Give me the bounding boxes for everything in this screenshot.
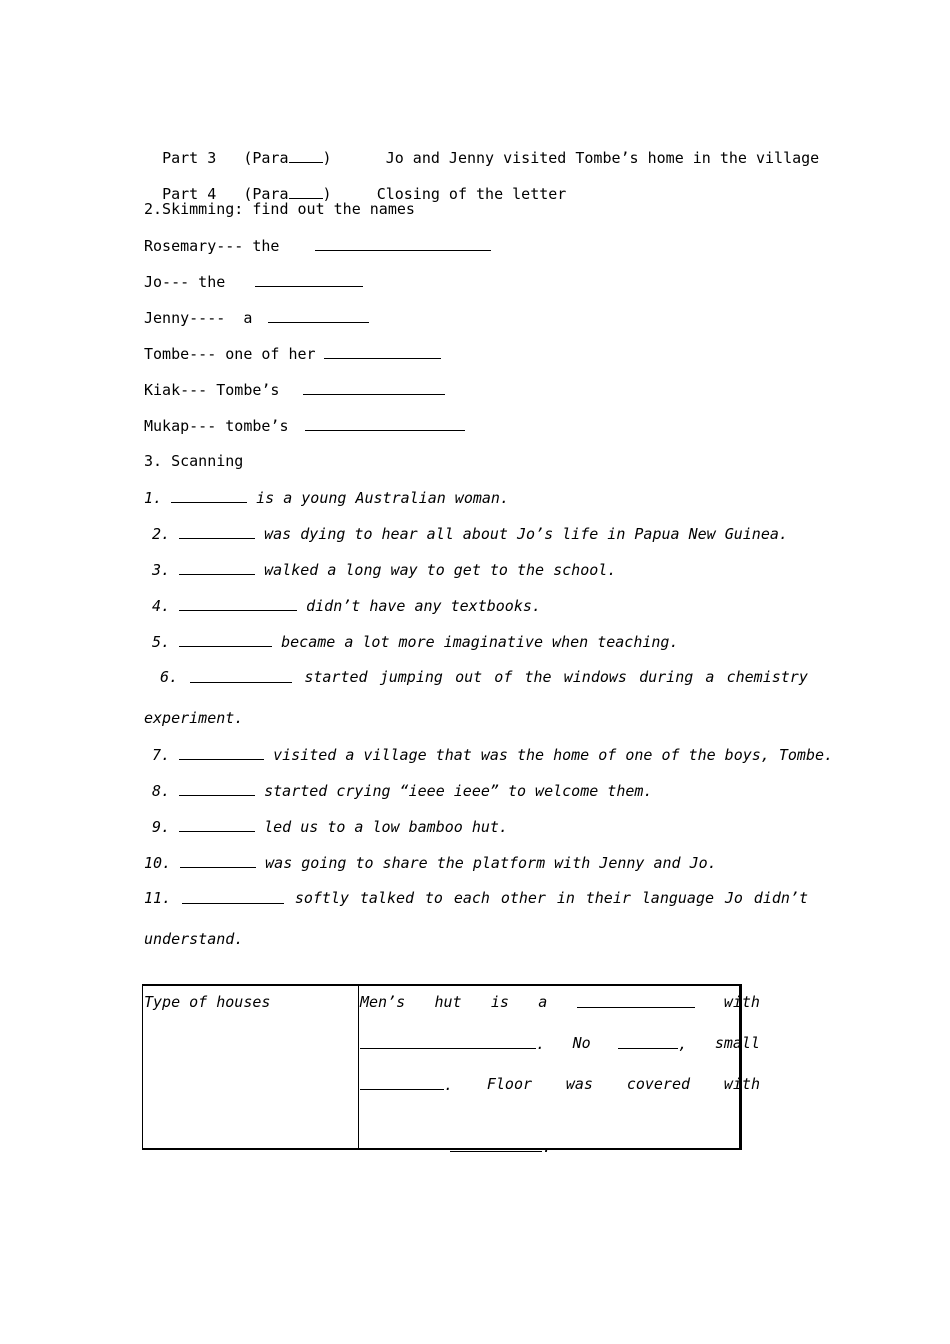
skimming-item: Tombe--- one of her [144,343,441,364]
table-line-3: . Floor was covered with [360,1074,760,1095]
type-of-houses-label: Type of houses [144,993,271,1011]
answer-blank[interactable] [360,1074,444,1090]
answer-blank[interactable] [180,852,256,868]
answer-blank[interactable] [303,379,445,395]
scanning-heading: 3. Scanning [144,452,244,470]
part-label: Part 3 [162,149,217,167]
scanning-item: 5. became a lot more imaginative when teaching. [152,633,679,651]
answer-blank[interactable] [577,992,695,1008]
para-label: (Para [243,185,289,203]
table-line-2: . No , small [360,1033,760,1054]
skimming-item: Jenny---- a [144,307,369,328]
scanning-item: 2. was dying to hear all about Jo’s life in Papua New Guinea. [152,525,788,543]
scanning-item-justified: 11. softly talked to each other in their language Jo didn’t [144,889,808,907]
skimming-item: Kiak--- Tombe’s [144,379,445,400]
part-3-line: Part 3 (Para ) Jo and Jenny visited Tombe’s home in the village [162,149,820,167]
part-4-line: Part 4 (Para ) Closing of the letter [162,185,567,203]
answer-blank[interactable] [315,235,491,251]
skimming-item: Jo--- the [144,271,363,292]
para-blank[interactable] [289,147,323,163]
answer-blank[interactable] [179,631,272,647]
scanning-item: 3. walked a long way to get to the school. [152,561,617,579]
answer-blank[interactable] [179,780,255,796]
answer-blank[interactable] [305,415,465,431]
skimming-item: Mukap--- tombe’s [144,415,465,436]
scanning-item-continuation: understand. [144,930,244,948]
scanning-item: 7. visited a village that was the home of one of the boys, Tombe. [152,746,834,764]
answer-blank[interactable] [179,744,264,760]
part-label: Part 4 [162,185,217,203]
answer-blank[interactable] [190,667,292,683]
answer-blank[interactable] [182,888,284,904]
answer-blank[interactable] [179,523,255,539]
answer-blank[interactable] [268,307,369,323]
answer-blank[interactable] [179,595,297,611]
scanning-item-continuation: experiment. [144,709,244,727]
table-line-4: . [360,1116,551,1177]
para-blank[interactable] [289,183,323,199]
answer-blank[interactable] [618,1033,678,1049]
answer-blank[interactable] [360,1033,536,1049]
table-label-cell [143,985,359,1149]
para-label: (Para [243,149,289,167]
answer-blank[interactable] [324,343,441,359]
answer-blank[interactable] [450,1136,542,1152]
houses-table [142,984,760,1156]
answer-blank[interactable] [255,271,363,287]
skimming-item: Rosemary--- the [144,235,491,256]
scanning-item: 8. started crying “ieee ieee” to welcome them. [152,782,653,800]
scanning-item-justified: 6. started jumping out of the windows during a chemistry [160,668,808,686]
scanning-item: 9. led us to a low bamboo hut. [152,818,508,836]
answer-blank[interactable] [179,816,255,832]
scanning-item: 10. was going to share the platform with Jenny and Jo. [144,854,717,872]
answer-blank[interactable] [171,487,247,503]
skimming-heading: 2.Skimming: find out the names [144,200,415,218]
scanning-item: 1. is a young Australian woman. [144,489,509,507]
part-description: Closing of the letter [376,185,567,203]
table-line-1: Men’s hut is a with [360,993,760,1011]
table-content-cell [359,985,760,1156]
part-description: Jo and Jenny visited Tombe’s home in the village [385,149,820,167]
answer-blank[interactable] [179,559,255,575]
scanning-item: 4. didn’t have any textbooks. [152,597,541,615]
